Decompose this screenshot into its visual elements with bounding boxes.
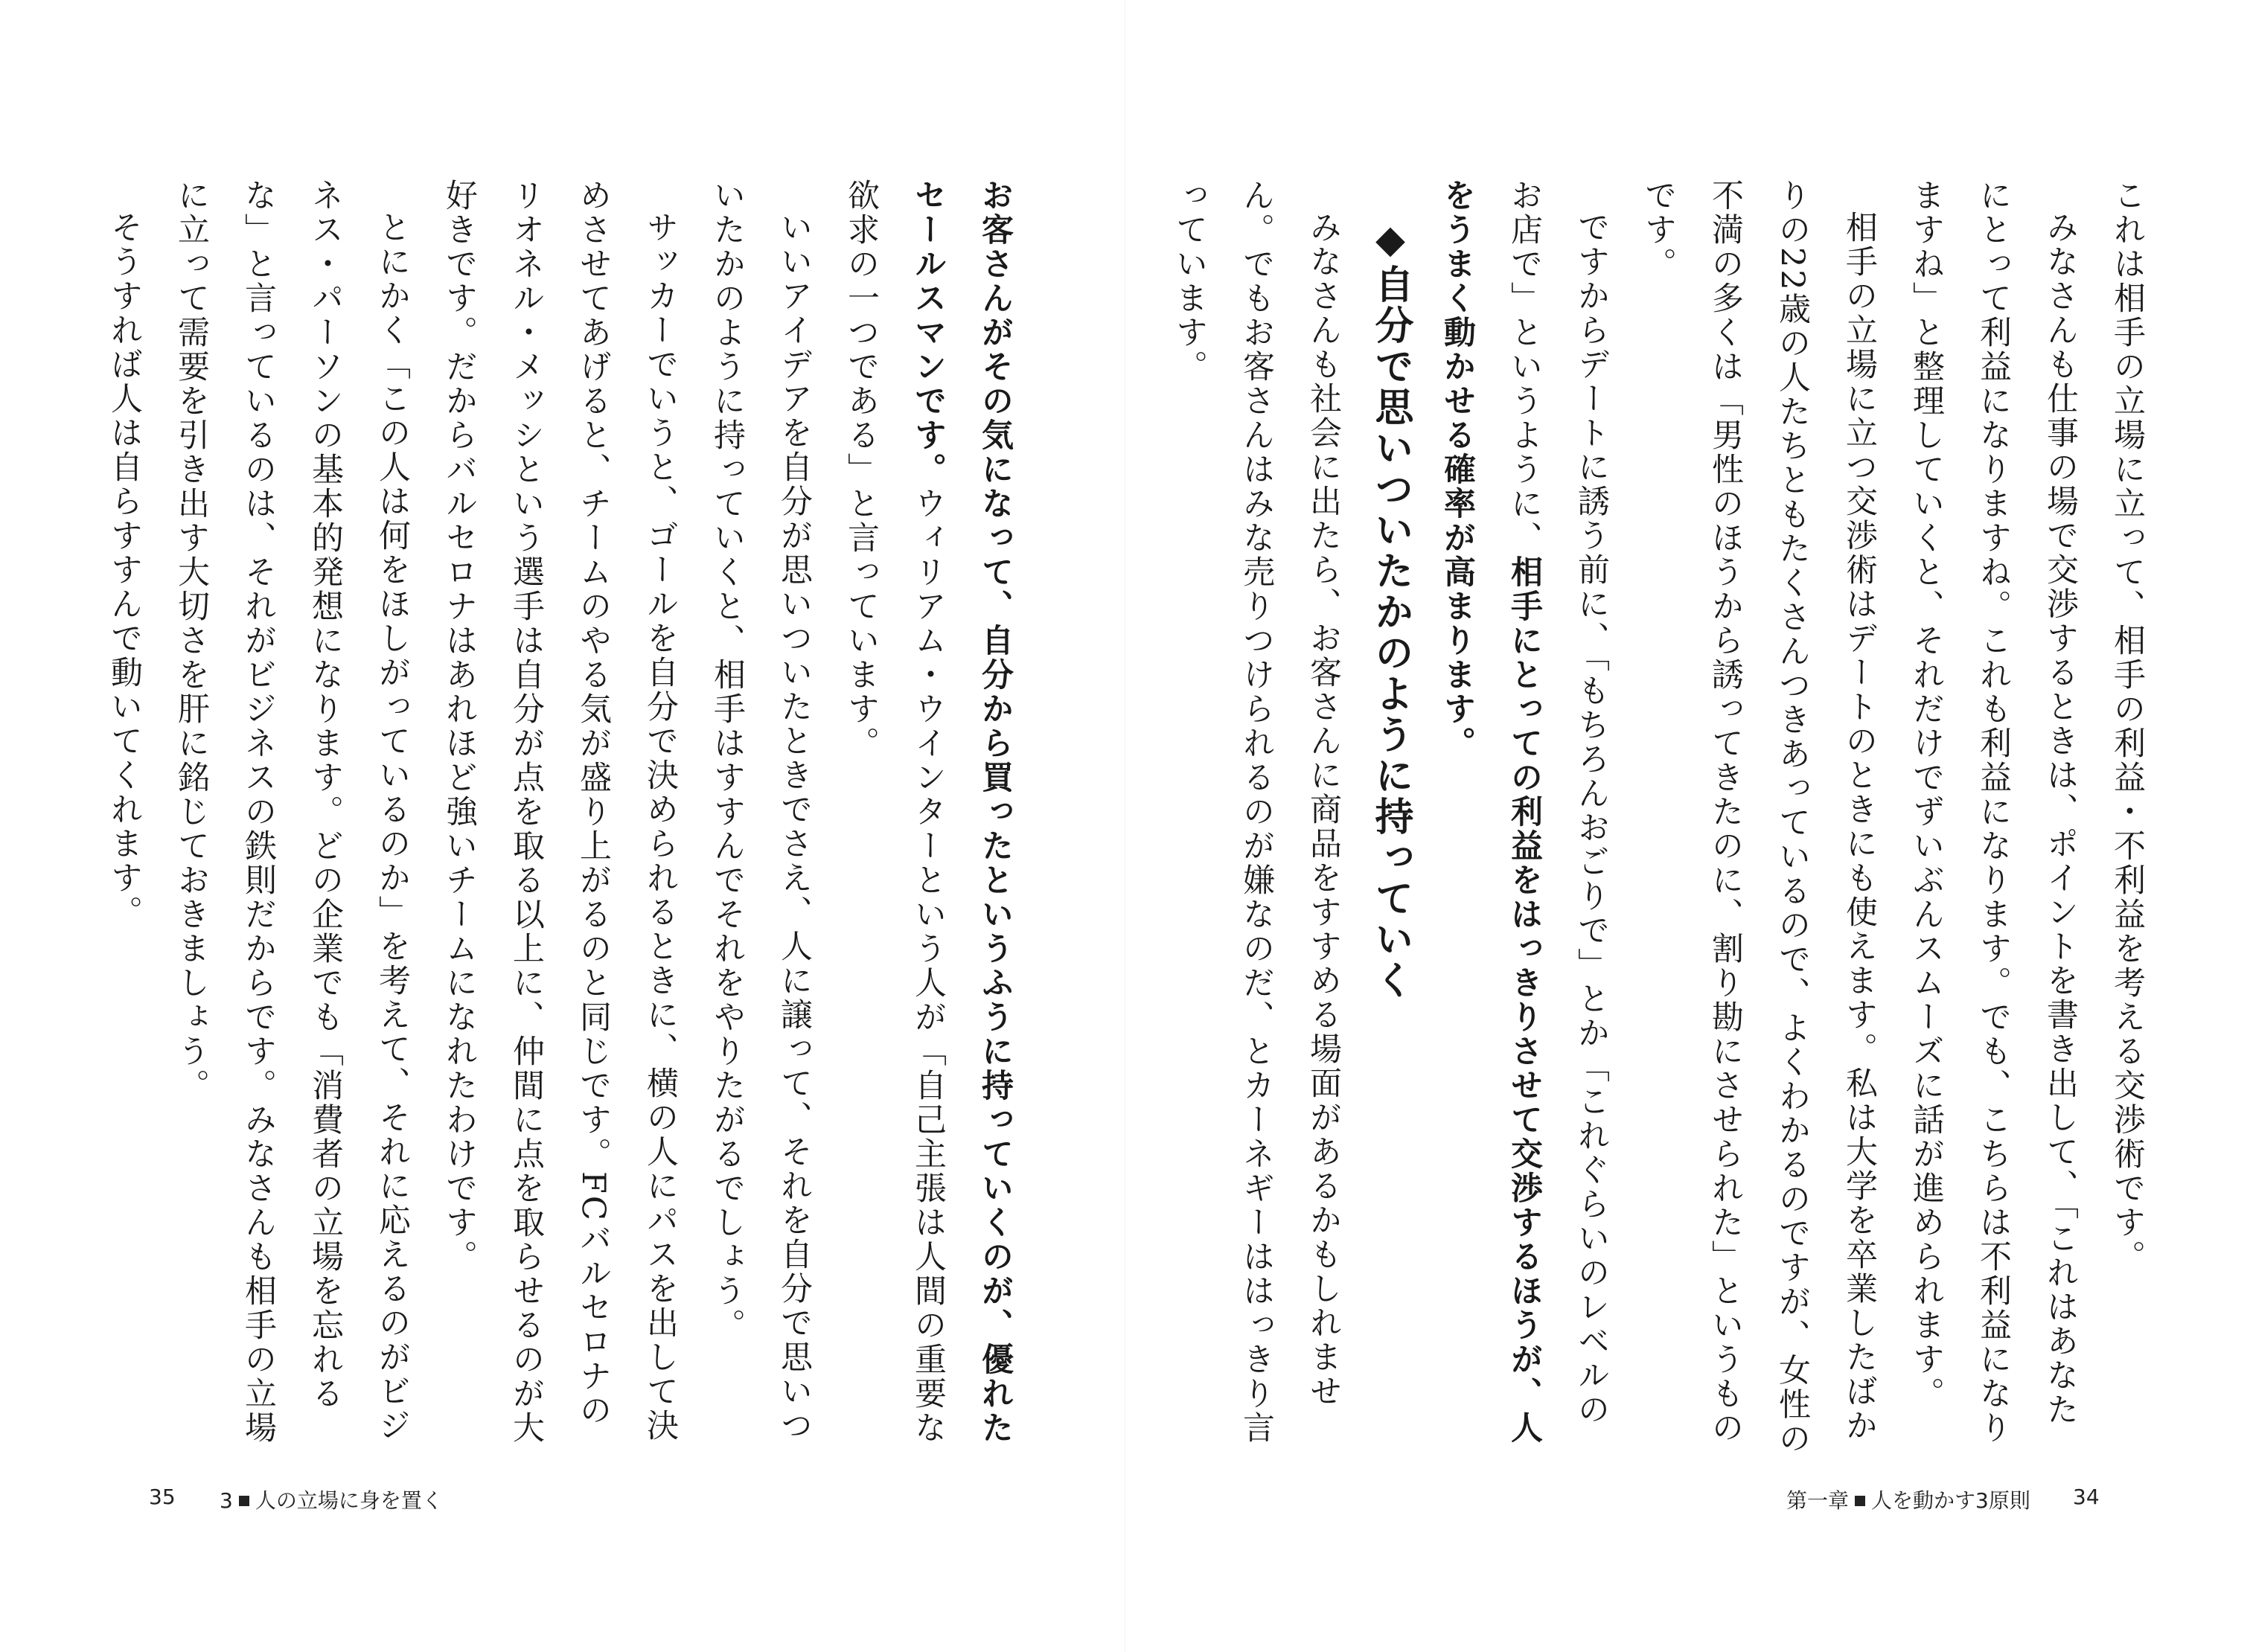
left-page-body bbox=[106, 179, 1029, 1459]
paragraph: これは相手の立場に立って、相手の利益・不利益を考える交渉術です。 bbox=[2109, 179, 2146, 1274]
emphasis-text: 相手にとっての利益をはっきりさせて交渉するほうが、人をうまく動かせる確率が高まります。 bbox=[1439, 179, 1543, 1445]
paragraph: みなさんも仕事の場で交渉するときは、ポイントを書き出して、「これはあなたにとって利益になりますね。これも利益になります。でも、こちらは不利益になりますね」と整理していくと、それだけでずいぶんスムーズに話が進められます。 bbox=[1908, 179, 2079, 1445]
right-page-number: 34 bbox=[2073, 1485, 2100, 1509]
right-page bbox=[1125, 0, 2250, 1652]
paragraph: そうすれば人は自らすすんで動いてくれます。 bbox=[106, 211, 143, 929]
emphasis-text: お客さんがその気になって、自分から買ったというふうに持っていくのが、優れたセールスマンです。 bbox=[910, 179, 1014, 1445]
right-running-head bbox=[1786, 1485, 2030, 1514]
paragraph: サッカーでいうと、ゴールを自分で決められるときに、横の人にパスを出して決めさせてあげると、チームのやる気が盛り上がるのと同じです。FCバルセロナのリオネル・メッシという選手は自分が点を取る以上に、仲間に点を取らせるのが大好きです。だからバルセロナはあれほど強いチームになれたわけです。 bbox=[441, 179, 679, 1445]
left-page-number: 35 bbox=[149, 1485, 176, 1509]
left-chapter-title: 人の立場に身を置く bbox=[255, 1488, 443, 1513]
right-chapter-title: 人を動かす3原則 bbox=[1871, 1488, 2030, 1513]
paragraph bbox=[828, 179, 1029, 1459]
left-chapter-number: 3 bbox=[220, 1488, 233, 1513]
left-running-head bbox=[220, 1485, 443, 1514]
paragraph: いいアイデアを自分が思いついたときでさえ、人に譲って、それを自分で思いついたかのように持っていくと、相手はすすんでそれをやりたがるでしょう。 bbox=[709, 179, 813, 1443]
paragraph-text: ウィリアム・ウインターという人が「自己主張は人間の重要な欲求の一つである」と言っています。 bbox=[843, 179, 947, 1445]
paragraph: とにかく「この人は何をほしがっているのか」を考えて、それに応えるのがビジネス・パーソンの基本的発想になります。どの企業でも「消費者の立場を忘れるな」と言っているのは、それがビジネスの鉄則だからです。みなさんも相手の立場に立って需要を引き出す大切さを肝に銘じておきましょう。 bbox=[173, 179, 411, 1445]
right-chapter-label: 第一章 bbox=[1786, 1488, 1850, 1513]
paragraph bbox=[1424, 179, 1625, 1459]
paragraph: みなさんも社会に出たら、お客さんに商品をすすめる場面があるかもしれません。でもお客さんはみな売りつけられるのが嫌なのだ、とカーネギーははっきり言っています。 bbox=[1171, 179, 1342, 1445]
square-bullet-icon bbox=[1855, 1496, 1865, 1506]
paragraph-text: ですからデートに誘う前に、「もちろんおごりで」とか「これぐらいのレベルのお店で」というように、 bbox=[1506, 179, 1610, 1427]
right-page-body bbox=[1171, 179, 2161, 1459]
section-heading: ◆自分で思いついたかのように持っていく bbox=[1368, 217, 1413, 1001]
square-bullet-icon bbox=[239, 1496, 249, 1506]
paragraph: 相手の立場に立つ交渉術はデートのときにも使えます。私は大学を卒業したばかりの22歳の人たちともたくさんつきあっているので、よくわかるのですが、女性の不満の多くは「男性のほうから誘ってきたのに、割り勘にさせられた」というものです。 bbox=[1640, 179, 1878, 1456]
